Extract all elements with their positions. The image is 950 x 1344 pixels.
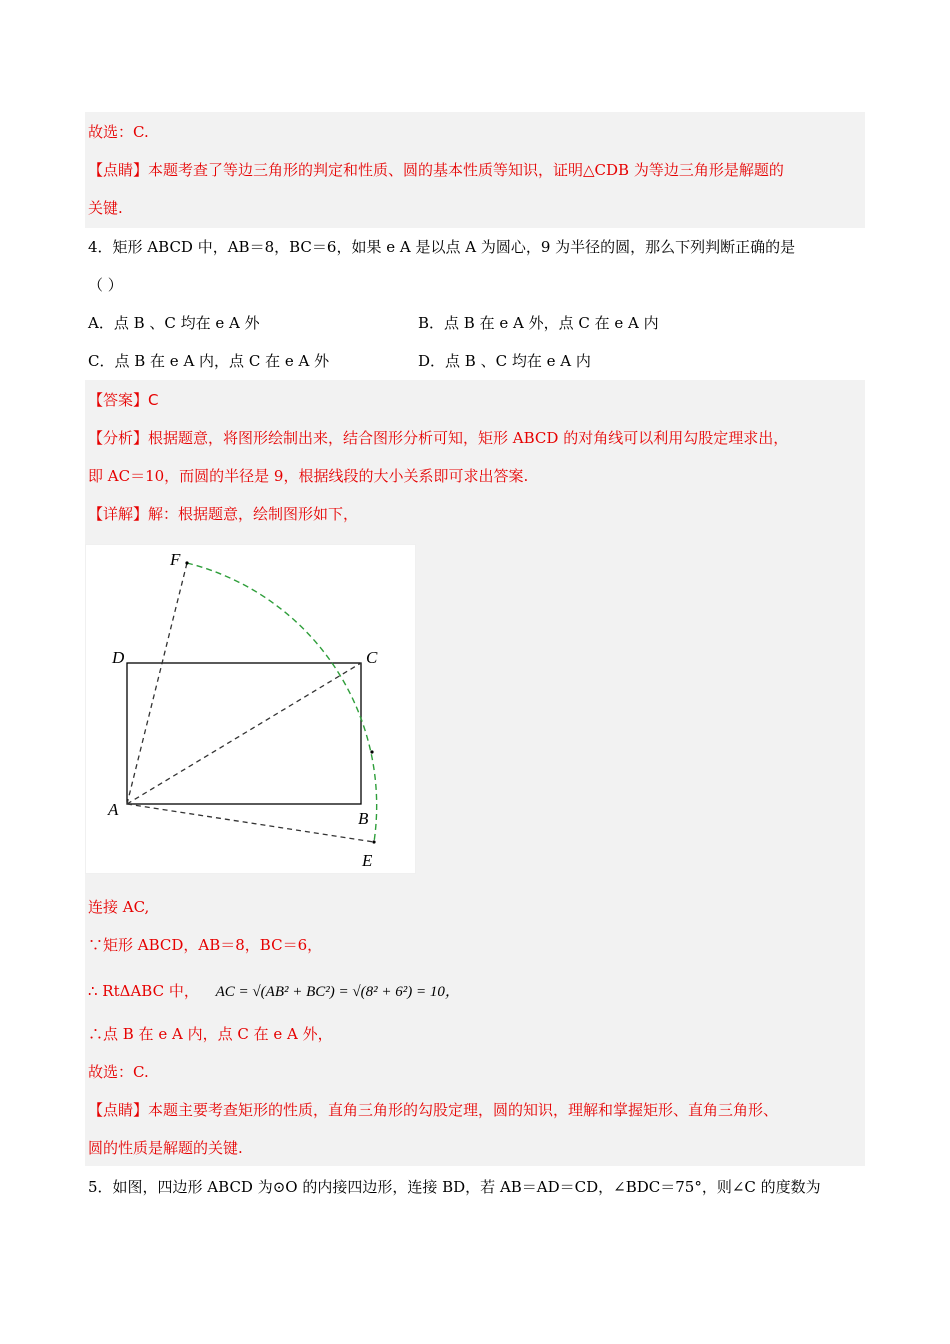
analysis-line2: 即 AC＝10，而圆的半径是 9，根据线段的大小关系即可求出答案. bbox=[88, 467, 529, 485]
q4-option-b[interactable]: B．点 B 在 e A 外，点 C 在 e A 内 bbox=[418, 314, 659, 332]
q4-option-d[interactable]: D．点 B 、C 均在 e A 内 bbox=[418, 352, 591, 370]
comment-tag: 【点睛】 bbox=[88, 1101, 149, 1119]
step4-line: ∴点 B 在 e A 内，点 C 在 e A 外， bbox=[88, 1025, 333, 1043]
q4-option-c[interactable]: C．点 B 在 e A 内，点 C 在 e A 外 bbox=[88, 352, 330, 370]
geometry-figure bbox=[85, 544, 416, 874]
analysis-line1 bbox=[88, 427, 788, 449]
detail-line bbox=[88, 503, 358, 525]
label-c: C bbox=[366, 648, 378, 667]
prev-comment-line2: 关键. bbox=[88, 199, 123, 217]
figure-svg bbox=[86, 545, 417, 875]
label-e: E bbox=[362, 851, 373, 870]
point-e bbox=[372, 840, 375, 843]
label-a: A bbox=[108, 800, 119, 819]
detail-intro: 解：根据题意，绘制图形如下， bbox=[148, 505, 359, 523]
answer-choose: 故选：C. bbox=[88, 1063, 149, 1081]
prev-comment-text1: 本题考查了等边三角形的判定和性质、圆的基本性质等知识，证明△CDB 为等边三角形是解题的 bbox=[148, 161, 784, 179]
label-f: F bbox=[170, 550, 181, 569]
step3-prefix: ∴ RtΔABC 中， bbox=[88, 982, 199, 1000]
prev-comment-line1 bbox=[88, 159, 784, 181]
label-b: B bbox=[358, 809, 369, 828]
q4-option-a[interactable]: A．点 B 、C 均在 e A 外 bbox=[88, 314, 260, 332]
answer-value: C bbox=[148, 391, 159, 409]
q4-stem-line2: （ ） bbox=[88, 276, 123, 294]
segment-ae bbox=[127, 804, 374, 842]
prev-comment-tag: 【点睛】 bbox=[88, 161, 149, 179]
detail-tag: 【详解】 bbox=[88, 505, 149, 523]
analysis-tag: 【分析】 bbox=[88, 429, 149, 447]
circle-arc bbox=[187, 563, 377, 842]
step3-line bbox=[88, 980, 460, 1003]
analysis-text1: 根据题意，将图形绘制出来，结合图形分析可知，矩形 ABCD 的对角线可以利用勾股定理求出， bbox=[148, 429, 789, 447]
label-d: D bbox=[112, 648, 125, 667]
q4-stem-line1: 4．矩形 ABCD 中，AB＝8，BC＝6，如果 e A 是以点 A 为圆心，9 为半径的圆，那么下列判断正确的是 bbox=[88, 238, 796, 256]
segment-ac bbox=[127, 663, 361, 804]
q5-stem-line1: 5．如图，四边形 ABCD 为⊙O 的内接四边形，连接 BD，若 AB＝AD＝CD，∠BDC＝75°，则∠C 的度数为 bbox=[88, 1178, 821, 1196]
comment-text1: 本题主要考查矩形的性质，直角三角形的勾股定理，圆的知识，理解和掌握矩形、直角三角形、 bbox=[148, 1101, 779, 1119]
comment-line1 bbox=[88, 1099, 778, 1121]
comment-line2: 圆的性质是解题的关键. bbox=[88, 1139, 243, 1157]
point-mid bbox=[370, 750, 373, 753]
step1-line: 连接 AC, bbox=[88, 898, 150, 916]
answer-line bbox=[88, 389, 159, 411]
step2-line: ∵矩形 ABCD，AB＝8，BC＝6， bbox=[88, 936, 323, 954]
answer-tag: 【答案】 bbox=[88, 391, 149, 409]
point-f bbox=[185, 561, 188, 564]
segment-af bbox=[127, 563, 187, 804]
prev-choose: 故选：C. bbox=[88, 123, 149, 141]
step3-formula: AC = √(AB² + BC²) = √(8² + 6²) = 10， bbox=[215, 984, 460, 1000]
